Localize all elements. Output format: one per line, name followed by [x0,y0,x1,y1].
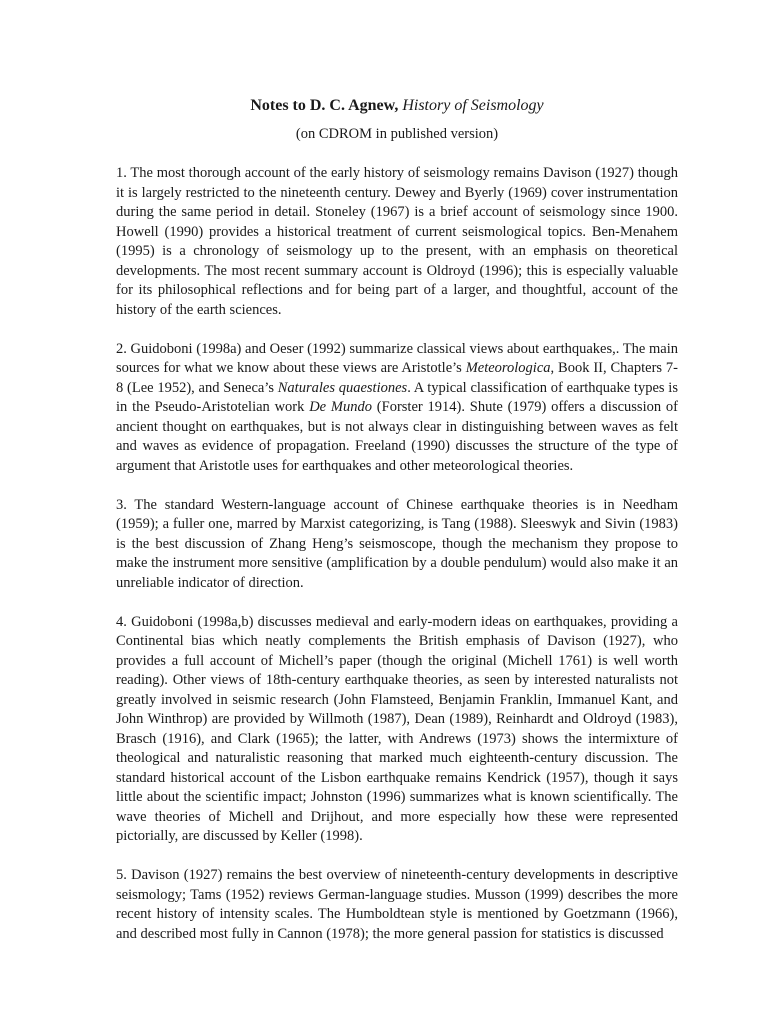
note-4-text: 4. Guidoboni (1998a,b) discusses medieval and early-modern ideas on earthquakes, providing a Continental bias which neatly complements the British emphasis of Davison (1927), who provides a full account of Michell’s paper (though the original (Michell 1761) is well worth reading). Other views of 18th-century earthquake theories, as seen by interested naturalists not greatly involved in seismic research (John Flamsteed, Benjamin Franklin, Immanuel Kant, and John Winthrop) are provided by Willmoth (1987), Dean (1989), Reinhardt and Oldroyd (1983), Brasch (1916), and Clark (1965); the latter, with Andrews (1973) shows the intermixture of theological and naturalistic reasoning that marked much eighteenth-century discussion. The standard historical account of the Lisbon earthquake remains Kendrick (1957), though it says little about the scientific impact; Johnston (1996) summarizes what is known scientifically. The wave theories of Michell and Drijhout, and more especially how these were represented pictorially, are discussed by Keller (1998). [116,613,678,844]
note-5-text: 5. Davison (1927) remains the best overview of nineteenth-century developments in descriptive seismology; Tams (1952) reviews German-language studies. Musson (1999) describes the more recent history of intensity scales. The Humboldtean style is mentioned by Goetzmann (1966), and described most fully in Cannon (1978); the more general passion for statistics is discussed [116,867,678,942]
title-author: Notes to D. C. Agnew, [250,97,399,114]
note-2-text-b: , Book II, Chapters 7-8 (Lee 1952), and Seneca’s [116,360,678,396]
document-page [116,96,678,944]
title-work: History of Seismology [402,97,544,114]
note-2-de-mundo: De Mundo [309,399,372,415]
note-1-text: 1. The most thorough account of the early history of seismology remains Davison (1927) though it is largely restricted to the nineteenth century. Dewey and Byerly (1969) cover instrumentation during the same period in detail. Stoneley (1967) is a brief account of seismology since 1900. Howell (1990) provides a historical treatment of current seismological topics. Ben-Menahem (1995) is a chronology of seismology up to the present, with an emphasis on theoretical developments. The most recent summary account is Oldroyd (1996); this is especially valuable for its philosophical reflections and for being part of a larger, and thoughtful, account of the history of the earth sciences. [116,165,678,318]
note-2-meteorologica: Meteorologica [465,360,551,376]
note-4 [116,613,678,847]
note-2 [116,340,678,477]
page-title [116,96,678,116]
note-2-naturales-quaestiones: Naturales quaestiones [277,379,408,396]
note-2-text-a: 2. Guidoboni (1998a) and Oeser (1992) summarize classical views about earthquakes,. The main sources for what we know about these views are Aristotle’s [116,340,678,376]
note-3-text: 3. The standard Western-language account of Chinese earthquake theories is in Needham (1959); a fuller one, marred by Marxist categorizing, is Tang (1988). Sleeswyk and Sivin (1983) is the best discussion of Zhang Heng’s seismoscope, though the mechanism they propose to make the instrument more sensitive (amplification by a double pendulum) would also make it an unreliable indicator of direction. [116,496,678,591]
note-1 [116,164,678,320]
notes-list [116,164,678,944]
note-2-text-c: . A typical classification of earthquake types is in the Pseudo-Aristotelian work [116,379,678,415]
note-3 [116,496,678,594]
note-2-text-d: (Forster 1914). Shute (1979) offers a discussion of ancient thought on earthquakes, but is not always clear in distinguishing between waves as felt and waves as evidence of propagation. Freeland (1990) discusses the structure of the type of argument that Aristotle uses for earthquakes and other meteorological theories. [116,399,678,474]
page-subtitle: (on CDROM in published version) [295,126,499,142]
note-5 [116,866,678,944]
